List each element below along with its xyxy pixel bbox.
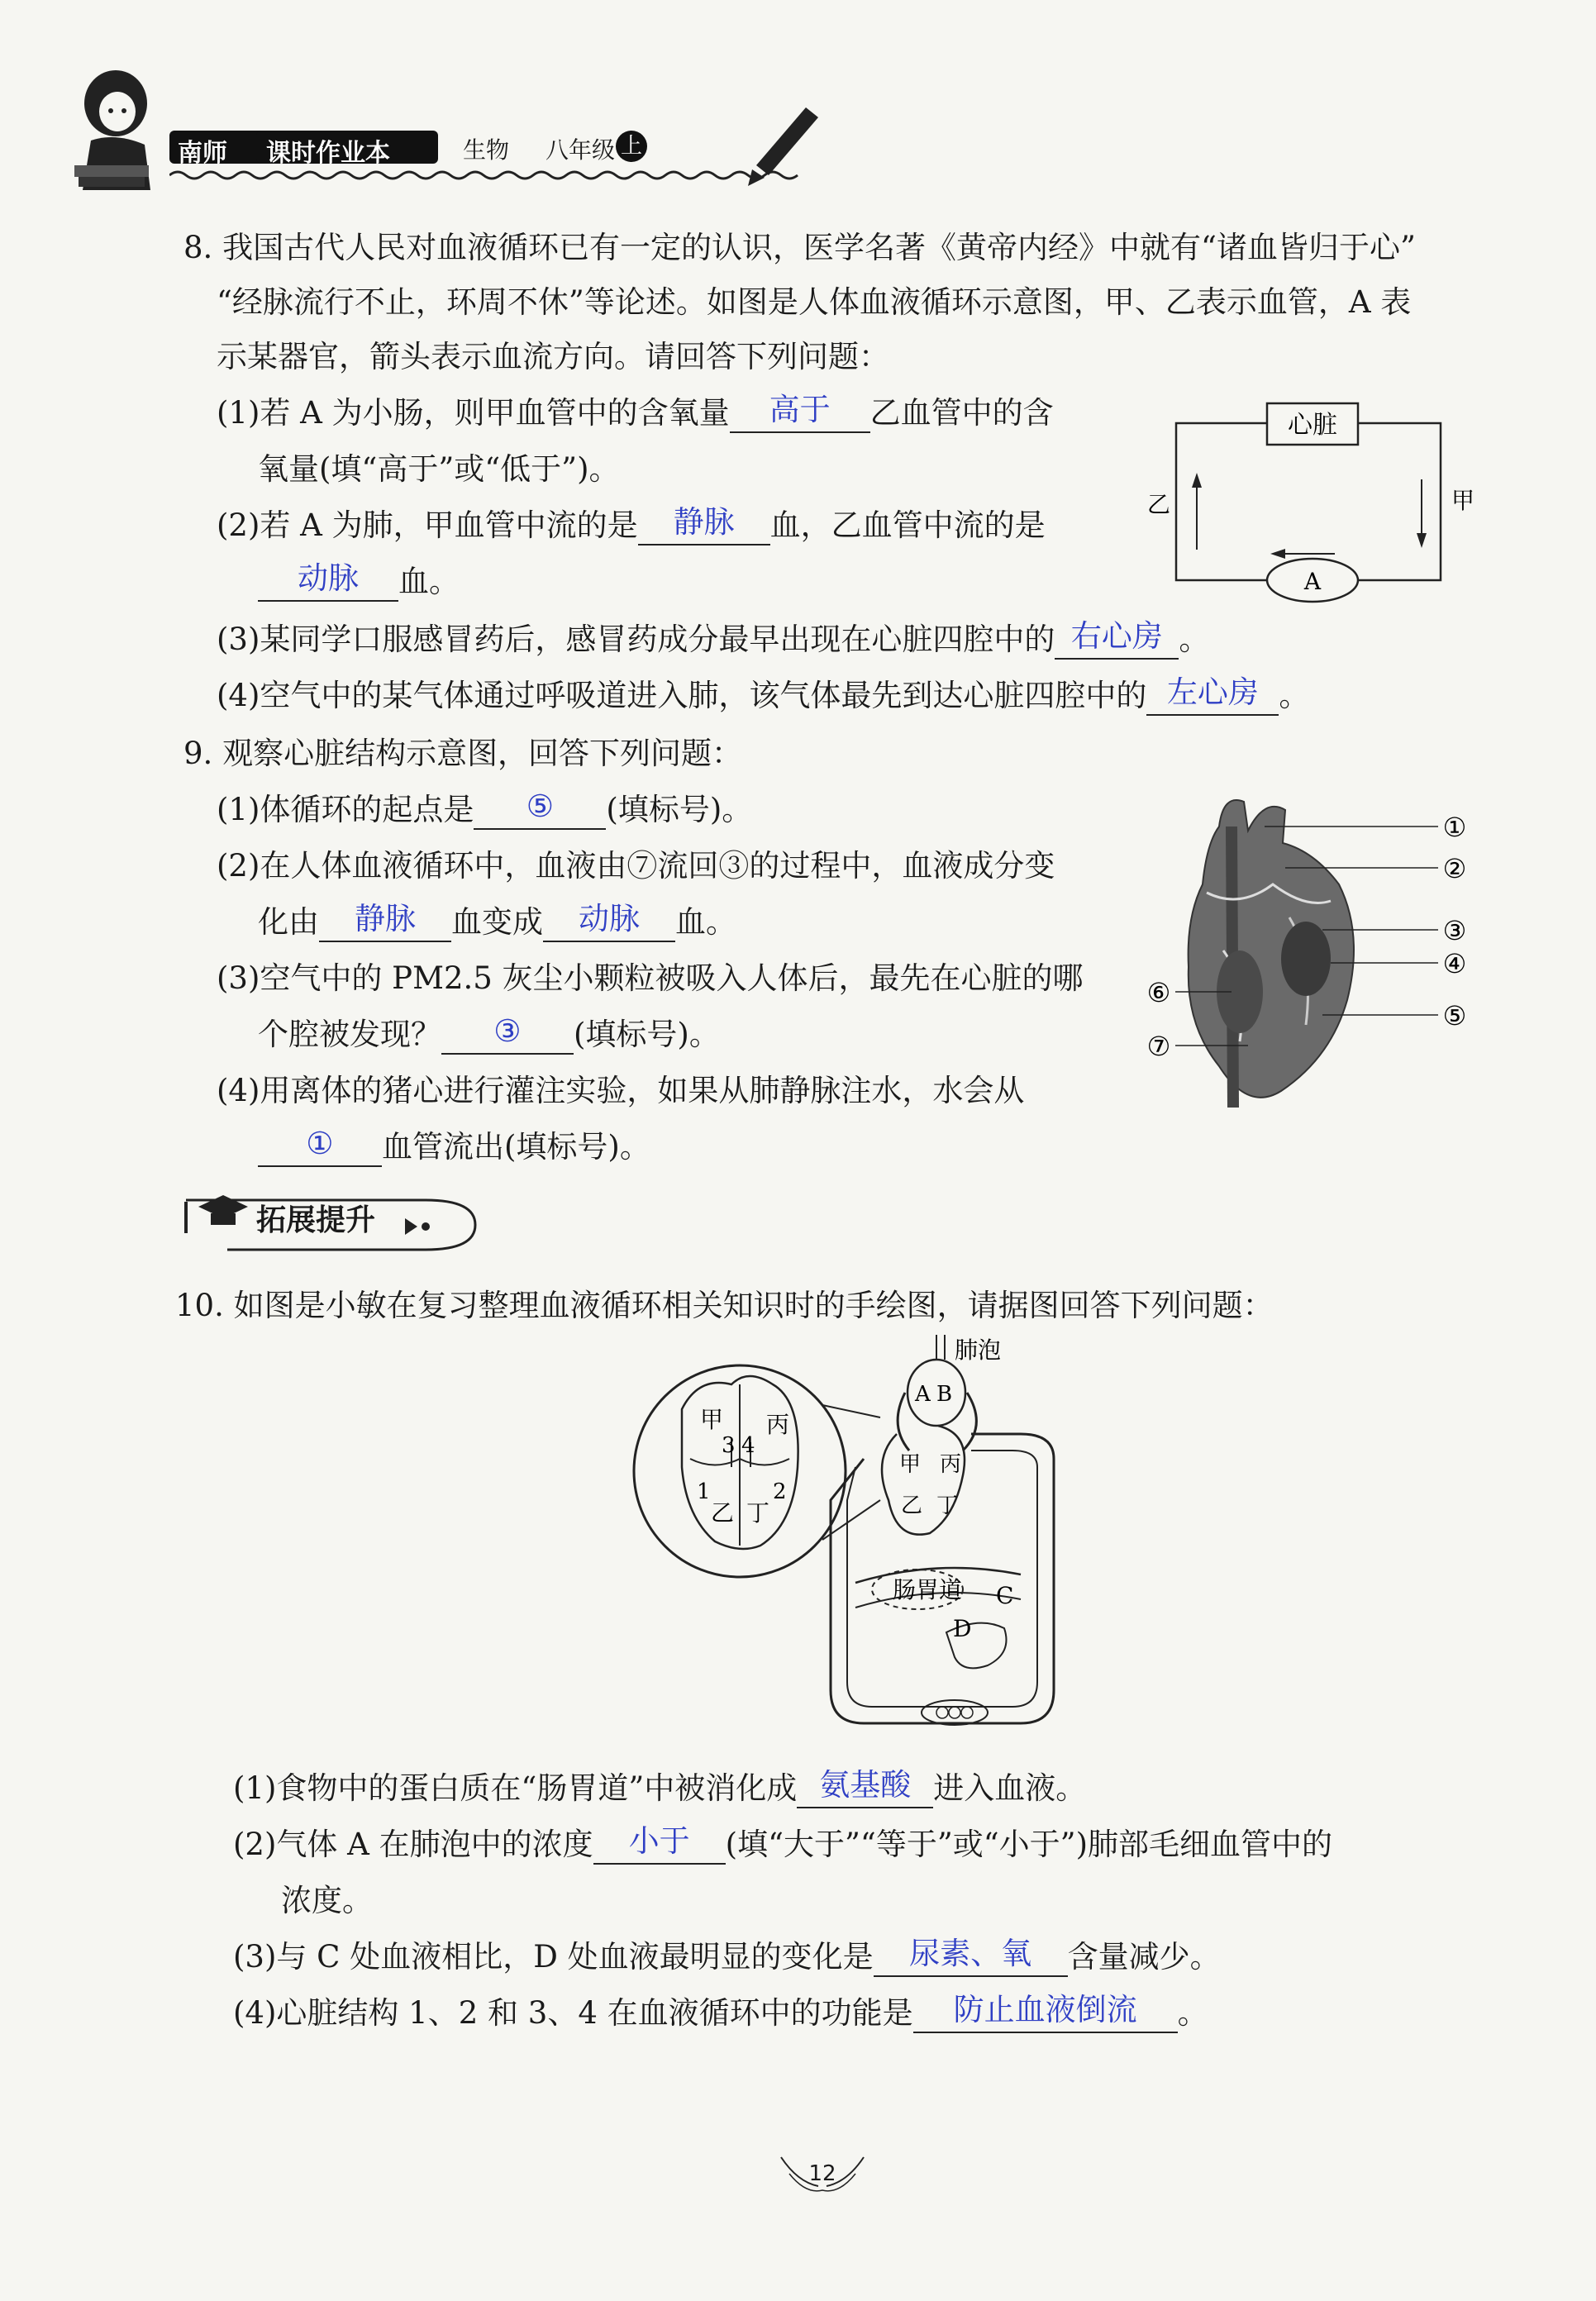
q9-p3-blank[interactable]	[441, 1013, 574, 1055]
heart-label-6: ⑥	[1146, 977, 1171, 1008]
q10-p1-blank[interactable]	[797, 1767, 933, 1808]
q8-p4-blank[interactable]	[1146, 674, 1279, 716]
q8-p2-answer2: 动脉	[298, 560, 359, 596]
q10-p1-answer: 氨基酸	[819, 1767, 912, 1803]
left-arrow-icon	[1270, 549, 1285, 559]
q9-p3-text-c: (填标号)。	[574, 1017, 720, 1052]
q9-p2-text-b: 化由	[258, 904, 319, 940]
q8-stem-line3: 示某器官，箭头表示血流方向。请回答下列问题：	[217, 339, 889, 374]
q8-part1	[217, 393, 1054, 433]
q9-p4-blank[interactable]	[258, 1126, 382, 1167]
q9-p4-text-b: 血管流出(填标号)。	[382, 1129, 650, 1165]
q9-p2-blank2[interactable]	[543, 901, 675, 942]
q8-p4-text: (4)空气中的某气体通过呼吸道进入肺，该气体最先到达心脏四腔中的	[217, 678, 1147, 713]
vessel-jia-label: 甲	[1451, 487, 1475, 514]
q9-p1-blank[interactable]	[474, 788, 606, 830]
heart-label-5: ⑤	[1442, 1000, 1467, 1031]
q10-p4-text-b: 。	[1177, 1995, 1208, 2031]
q10-label-ding-zoom: 丁	[746, 1499, 770, 1527]
q10-p3-answer: 尿素、氧	[909, 1936, 1032, 1971]
q9-p1-text: (1)体循环的起点是	[217, 792, 474, 827]
down-arrow-icon	[1417, 533, 1427, 548]
q10-label-4: 4	[741, 1433, 755, 1458]
brand-name-2: 课时作业本	[266, 139, 390, 168]
q8-p2-blank1[interactable]	[638, 504, 770, 545]
q10-part3	[233, 1937, 1221, 1977]
subject-label: 生物	[463, 136, 510, 164]
q10-label-2: 2	[773, 1479, 787, 1504]
vessel-yi-label: 乙	[1146, 491, 1171, 518]
q9-p3-text-b: 个腔被发现？	[258, 1017, 441, 1052]
q8-stem-line1: 8. 我国古代人民对血液循环已有一定的认识，医学名著《黄帝内经》中就有“诸血皆归于心”	[183, 230, 1416, 265]
q10-part2-cont: 浓度。	[281, 1883, 373, 1918]
q8-p2-answer1: 静脉	[673, 504, 735, 540]
q10-part1	[233, 1769, 1086, 1808]
q9-p2-answer2: 动脉	[579, 901, 640, 936]
q10-p4-text: (4)心脏结构 1、2 和 3、4 在血液循环中的功能是	[233, 1995, 913, 2031]
q9-part2: (2)在人体血液循环中，血液由⑦流回③的过程中，血液成分变	[217, 848, 1055, 884]
q10-label-3: 3	[722, 1433, 736, 1458]
q10-label-jia-zoom: 甲	[700, 1406, 724, 1433]
q10-label-bing-zoom: 丙	[766, 1411, 790, 1438]
q9-stem: 9. 观察心脏结构示意图，回答下列问题：	[183, 736, 743, 771]
heart-structure-diagram	[1141, 793, 1488, 1116]
q10-p2-text-b: (填“大于”“等于”或“小于”)肺部毛细血管中的	[725, 1827, 1333, 1862]
q9-p2-text-d: 血。	[675, 904, 736, 940]
q8-p3-answer: 右心房	[1070, 618, 1163, 654]
q8-p4-text-b: 。	[1279, 678, 1310, 713]
q9-part3-cont	[258, 1015, 720, 1055]
q9-part3: (3)空气中的 PM2.5 灰尘小颗粒被吸入人体后，最先在心脏的哪	[217, 960, 1084, 996]
q10-label-a: A	[915, 1382, 931, 1407]
q10-part4	[233, 1994, 1208, 2033]
q10-part2	[233, 1825, 1332, 1865]
q8-part4	[217, 676, 1309, 716]
heart-label-2: ②	[1442, 853, 1467, 884]
heart-label-1: ①	[1442, 812, 1467, 843]
q9-p2-text-c: 血变成	[451, 904, 543, 940]
q10-p3-text-b: 含量减少。	[1067, 1939, 1221, 1975]
q8-p2-text-b: 血，乙血管中流的是	[769, 507, 1046, 543]
play-arrow-icon	[405, 1218, 417, 1235]
heart-label-4: ④	[1442, 948, 1467, 979]
q9-p1-text-b: (填标号)。	[606, 792, 753, 827]
q10-label-d: D	[953, 1615, 972, 1642]
q10-label-b: B	[936, 1382, 953, 1407]
q8-part1-cont: 氧量(填“高于”或“低于”)。	[258, 451, 620, 487]
header-wave-decoration	[169, 107, 831, 190]
q9-p4-answer: ①	[306, 1126, 334, 1161]
q10-p2-text: (2)气体 A 在肺泡中的浓度	[233, 1827, 593, 1862]
q10-label-yi-zoom: 乙	[711, 1499, 735, 1527]
section-title: 拓展提升	[256, 1203, 376, 1237]
q10-label-1: 1	[697, 1479, 711, 1504]
q10-p3-blank[interactable]	[874, 1936, 1068, 1977]
q8-part2-cont	[258, 562, 460, 602]
q8-p3-text-b: 。	[1179, 622, 1210, 657]
q10-label-alveoli: 肺泡	[955, 1336, 1002, 1364]
q10-label-yi: 乙	[901, 1494, 923, 1518]
q9-p3-answer: ③	[493, 1013, 522, 1049]
grade-label: 八年级	[545, 136, 616, 164]
q9-part2-cont	[258, 903, 736, 942]
q10-p4-answer: 防止血液倒流	[953, 1992, 1137, 2027]
q8-p4-answer: 左心房	[1166, 674, 1259, 710]
q10-label-c: C	[996, 1582, 1014, 1609]
q10-label-ding: 丁	[936, 1494, 959, 1518]
q8-p3-blank[interactable]	[1055, 618, 1179, 660]
pencil-icon	[756, 107, 818, 175]
q8-p2-text-c: 血。	[398, 564, 460, 599]
q8-p2-blank2[interactable]	[258, 560, 398, 602]
q10-p2-blank[interactable]	[593, 1823, 726, 1865]
q10-p1-text-b: 进入血液。	[933, 1770, 1087, 1806]
q10-p1-text: (1)食物中的蛋白质在“肠胃道”中被消化成	[233, 1770, 798, 1806]
q10-stem: 10. 如图是小敏在复习整理血液循环相关知识时的手绘图，请据图回答下列问题：	[175, 1288, 1274, 1323]
mascot-logo-icon	[58, 66, 182, 198]
q10-label-gut: 肠胃道	[893, 1576, 963, 1603]
page-number: 12	[808, 2161, 836, 2186]
q8-part2	[217, 506, 1046, 545]
q10-circulation-diagram	[624, 1335, 1087, 1748]
q8-part3	[217, 620, 1209, 660]
heart-label-7: ⑦	[1146, 1031, 1171, 1062]
q8-p1-blank[interactable]	[730, 392, 870, 433]
circulation-loop-diagram	[1141, 397, 1488, 628]
q9-part4: (4)用离体的猪心进行灌注实验，如果从肺静脉注水，水会从	[217, 1073, 1025, 1108]
q8-p1-text-b: 乙血管中的含	[869, 395, 1054, 431]
q9-part4-cont	[258, 1127, 650, 1167]
heart-label-3: ③	[1442, 915, 1467, 946]
q9-p2-blank1[interactable]	[319, 901, 451, 942]
q8-p3-text: (3)某同学口服感冒药后，感冒药成分最早出现在心脏四腔中的	[217, 622, 1055, 657]
q8-p2-text: (2)若 A 为肺，甲血管中流的是	[217, 507, 638, 543]
q10-p2-answer: 小于	[628, 1823, 690, 1859]
q10-label-jia: 甲	[899, 1452, 922, 1477]
up-arrow-icon	[1192, 473, 1202, 488]
q8-stem-line2: “经脉流行不止，环周不休”等论述。如图是人体血液循环示意图，甲、乙表示血管，A 表	[217, 284, 1412, 320]
organ-a-label: A	[1303, 568, 1322, 595]
q9-p2-answer1: 静脉	[355, 901, 416, 936]
q9-p1-answer: ⑤	[526, 788, 554, 824]
q10-p4-blank[interactable]	[913, 1992, 1178, 2033]
heart-label: 心脏	[1288, 411, 1337, 440]
q10-label-bing: 丙	[940, 1452, 962, 1477]
volume-badge: 上	[616, 131, 647, 162]
q8-p1-answer: 高于	[769, 392, 831, 427]
q8-p1-text: (1)若 A 为小肠，则甲血管中的含氧量	[217, 395, 730, 431]
q9-part1	[217, 790, 752, 830]
q10-p3-text: (3)与 C 处血液相比，D 处血液最明显的变化是	[233, 1939, 874, 1975]
brand-name-1: 南师	[178, 139, 227, 168]
